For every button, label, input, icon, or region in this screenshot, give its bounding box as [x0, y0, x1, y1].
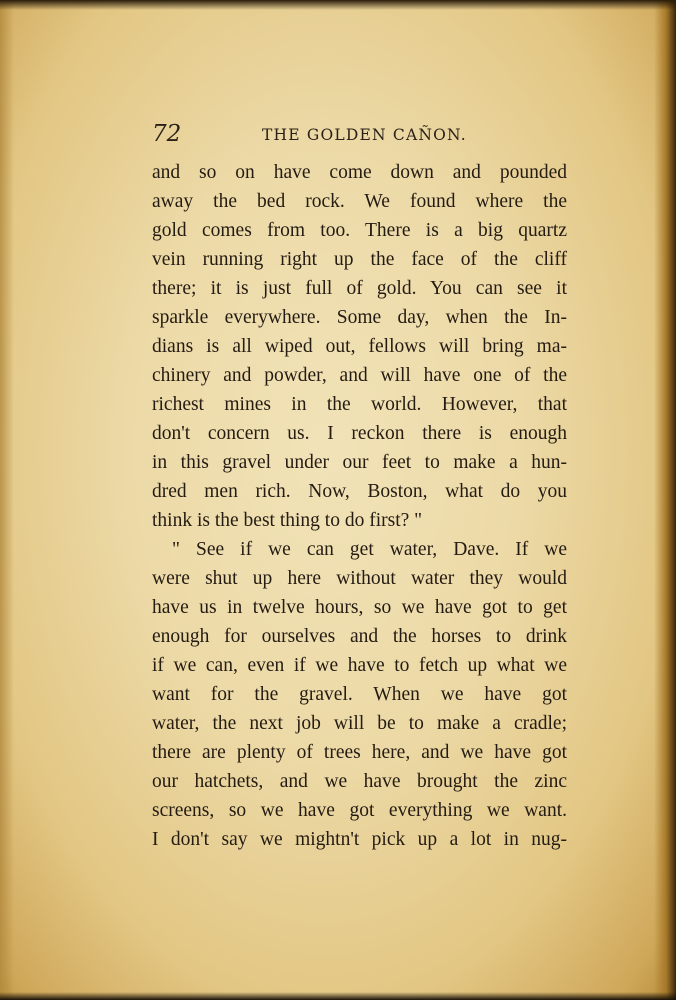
text-line: think is the best thing to do first? " [152, 510, 423, 531]
text-line: enough for ourselves and the horses to drink [152, 626, 567, 647]
body-text [152, 158, 567, 854]
text-line: if we can, even if we have to fetch up what we [152, 655, 567, 676]
text-line: gold comes from too. There is a big quartz [152, 220, 567, 241]
text-line: dred men rich. Now, Boston, what do you [152, 481, 567, 502]
text-line: water, the next job will be to make a cradle; [152, 713, 567, 734]
text-line: want for the gravel. When we have got [152, 684, 567, 705]
text-line: chinery and powder, and will have one of the [152, 365, 567, 386]
page-right-edge-shadow [654, 0, 676, 1000]
page-top-edge-shadow [0, 0, 676, 10]
running-title: THE GOLDEN CAÑON. [262, 126, 467, 144]
text-line: away the bed rock. We found where the [152, 191, 567, 212]
text-line: screens, so we have got everything we want. [152, 800, 567, 821]
text-line: richest mines in the world. However, that [152, 394, 567, 415]
text-line: sparkle everywhere. Some day, when the In- [152, 307, 567, 328]
text-line: have us in twelve hours, so we have got to get [152, 597, 567, 618]
text-line: there are plenty of trees here, and we have got [152, 742, 567, 763]
text-line: in this gravel under our feet to make a hun- [152, 452, 567, 473]
text-line: and so on have come down and pounded [152, 162, 567, 183]
text-line: there; it is just full of gold. You can see it [152, 278, 567, 299]
page-header [152, 120, 568, 148]
text-line: were shut up here without water they would [152, 568, 567, 589]
page-bottom-edge-shadow [0, 992, 676, 1000]
text-line: " See if we can get water, Dave. If we [172, 539, 567, 560]
page-left-edge-shadow [0, 0, 14, 1000]
text-line: I don't say we mightn't pick up a lot in nug- [152, 829, 567, 850]
text-line: dians is all wiped out, fellows will bring ma- [152, 336, 567, 357]
text-line: vein running right up the face of the cliff [152, 249, 567, 270]
page-number: 72 [152, 121, 182, 147]
text-line: our hatchets, and we have brought the zinc [152, 771, 567, 792]
text-line: don't concern us. I reckon there is enough [152, 423, 567, 444]
